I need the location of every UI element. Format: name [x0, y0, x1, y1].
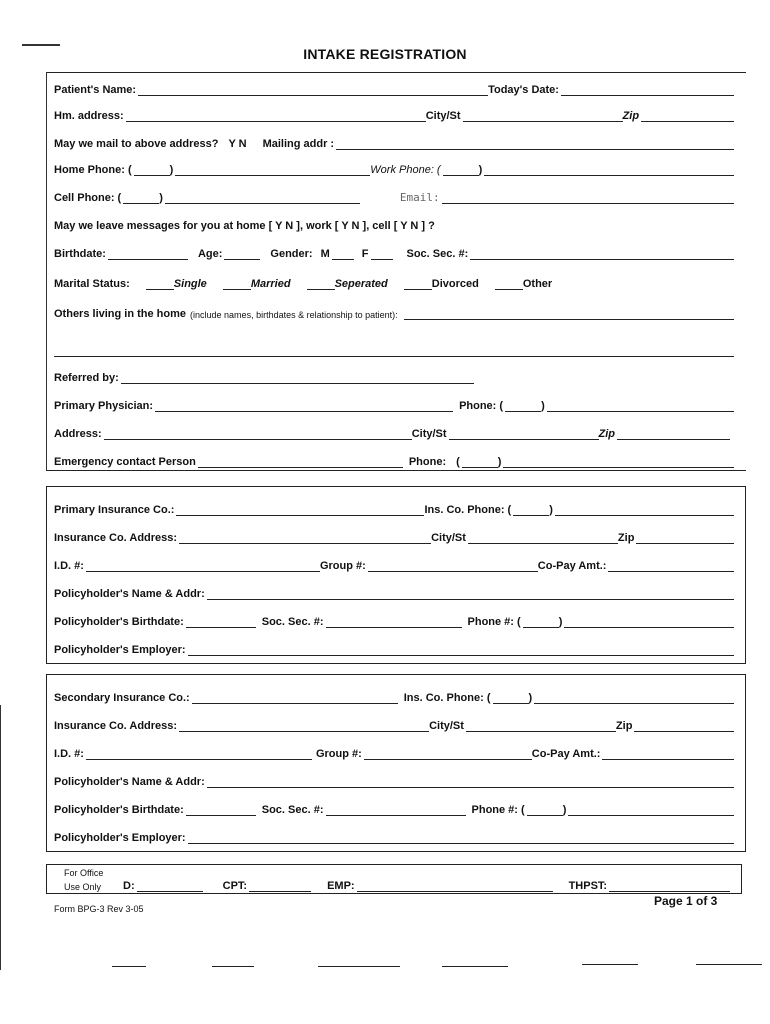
mail-row	[54, 134, 734, 150]
work-phone-field[interactable]	[484, 163, 734, 176]
secondary-copay-field[interactable]	[602, 747, 734, 760]
secondary-id-row	[54, 744, 734, 760]
marital-divorced-label: Divorced	[431, 278, 479, 290]
emergency-phone-paren: )	[497, 456, 502, 468]
scan-line-4	[442, 966, 508, 967]
personal-section-bottom	[46, 470, 746, 471]
soc-sec-label: Soc. Sec. #:	[406, 248, 469, 260]
physician-phone-label: Phone: (	[459, 400, 504, 412]
secondary-holder-phone-paren: )	[562, 804, 567, 816]
cell-phone-area[interactable]	[123, 191, 159, 204]
home-address-field[interactable]	[126, 109, 426, 122]
primary-company-row	[54, 500, 734, 516]
secondary-company-row	[54, 688, 734, 704]
marital-married-field[interactable]	[223, 277, 251, 290]
secondary-ins-phone-area[interactable]	[493, 691, 529, 704]
physician-phone-area[interactable]	[505, 399, 541, 412]
office-cpt-label: CPT:	[222, 880, 248, 892]
office-cpt-field[interactable]	[249, 879, 311, 892]
primary-address-field[interactable]	[179, 531, 431, 544]
emergency-phone-open: (	[456, 456, 460, 468]
marital-married-label: Married	[250, 278, 291, 290]
primary-physician-field[interactable]	[155, 399, 453, 412]
referred-row	[54, 368, 474, 384]
secondary-ins-phone-paren: )	[528, 692, 533, 704]
physician-address-row	[54, 424, 730, 440]
physician-row	[54, 396, 734, 412]
emergency-row	[54, 452, 734, 468]
secondary-holder-employer-field[interactable]	[188, 831, 734, 844]
form-id-label: Form BPG-3 Rev 3-05	[54, 904, 144, 914]
marital-other-field[interactable]	[495, 277, 523, 290]
primary-holder-phone-label: Phone #: (	[467, 616, 521, 628]
office-emp-label: EMP:	[327, 880, 355, 892]
secondary-group-label: Group #:	[315, 748, 362, 760]
physician-zip-field[interactable]	[617, 427, 730, 440]
mailing-addr-field[interactable]	[336, 137, 734, 150]
marital-seperated-field[interactable]	[307, 277, 335, 290]
patient-name-field[interactable]	[138, 83, 488, 96]
birthdate-label: Birthdate:	[54, 248, 106, 260]
email-label: Email:	[399, 191, 440, 204]
zip-field[interactable]	[641, 109, 734, 122]
physician-zip-label: Zip	[598, 428, 616, 440]
primary-holder-birthdate-label: Policyholder's Birthdate:	[54, 616, 184, 628]
primary-ins-phone-paren: )	[549, 504, 553, 516]
secondary-holder-name-label: Policyholder's Name & Addr:	[54, 776, 205, 788]
office-row	[64, 876, 730, 892]
primary-physician-label: Primary Physician:	[54, 400, 154, 412]
section-divider	[46, 72, 746, 73]
office-use-only-label: Use Only	[64, 882, 102, 892]
cell-phone-paren: )	[159, 192, 163, 204]
primary-holder-birthdate-field[interactable]	[186, 615, 256, 628]
primary-holder-birth-row	[54, 612, 734, 628]
patient-name-row	[54, 80, 734, 96]
primary-company-field[interactable]	[176, 503, 424, 516]
city-st-label: City/St	[425, 110, 461, 122]
secondary-holder-phone-label: Phone #: (	[471, 804, 525, 816]
primary-holder-employer-field[interactable]	[188, 643, 734, 656]
home-phone-field[interactable]	[175, 163, 370, 176]
todays-date-label: Today's Date:	[488, 84, 559, 96]
mailing-addr-label: Mailing addr :	[262, 138, 335, 150]
secondary-id-field[interactable]	[86, 747, 312, 760]
primary-holder-name-field[interactable]	[207, 587, 734, 600]
messages-row	[54, 216, 734, 232]
secondary-copay-label: Co-Pay Amt.:	[531, 748, 601, 760]
primary-city-st-field[interactable]	[468, 531, 618, 544]
others-living-note: (include names, birthdates & relationship to patient):	[190, 310, 398, 320]
cell-phone-field[interactable]	[165, 191, 360, 204]
scan-mark	[22, 44, 60, 46]
home-address-row	[54, 106, 734, 122]
city-st-field[interactable]	[463, 109, 623, 122]
gender-f-field[interactable]	[371, 247, 393, 260]
emergency-contact-label: Emergency contact Person	[54, 456, 196, 468]
physician-address-field[interactable]	[104, 427, 412, 440]
primary-holder-phone-field[interactable]	[564, 615, 734, 628]
referred-by-label: Referred by:	[54, 372, 119, 384]
secondary-group-field[interactable]	[364, 747, 532, 760]
referred-by-field[interactable]	[121, 371, 474, 384]
physician-phone-paren: )	[541, 400, 545, 412]
secondary-city-st-field[interactable]	[466, 719, 616, 732]
secondary-holder-phone-field[interactable]	[568, 803, 734, 816]
age-field[interactable]	[224, 247, 260, 260]
form-title: INTAKE REGISTRATION	[303, 46, 467, 62]
marital-row	[54, 274, 734, 290]
secondary-city-st-label: City/St	[429, 720, 464, 732]
secondary-ins-phone-field[interactable]	[534, 691, 734, 704]
secondary-holder-employer-row	[54, 828, 734, 844]
primary-holder-employer-label: Policyholder's Employer:	[54, 644, 186, 656]
marital-status-label: Marital Status:	[54, 278, 130, 290]
emergency-phone-field[interactable]	[503, 455, 734, 468]
personal-section-left-border	[46, 72, 47, 470]
primary-address-row	[54, 528, 734, 544]
primary-id-field[interactable]	[86, 559, 320, 572]
secondary-holder-ssn-field[interactable]	[326, 803, 466, 816]
secondary-address-label: Insurance Co. Address:	[54, 720, 178, 732]
home-phone-paren: )	[169, 164, 174, 176]
marital-seperated-label: Seperated	[334, 278, 388, 290]
secondary-zip-field[interactable]	[634, 719, 734, 732]
secondary-holder-birthdate-label: Policyholder's Birthdate:	[54, 804, 184, 816]
secondary-holder-ssn-label: Soc. Sec. #:	[261, 804, 324, 816]
secondary-holder-name-field[interactable]	[207, 775, 734, 788]
primary-copay-field[interactable]	[608, 559, 734, 572]
physician-city-st-label: City/St	[411, 428, 447, 440]
age-label: Age:	[197, 248, 223, 260]
gender-m-field[interactable]	[332, 247, 354, 260]
others-living-label: Others living in the home	[54, 308, 187, 320]
zip-label: Zip	[622, 110, 640, 122]
marital-single-field[interactable]	[146, 277, 174, 290]
home-phone-label: Home Phone: (	[54, 164, 132, 176]
gender-f-label: F	[361, 248, 369, 260]
birthdate-row	[54, 244, 734, 260]
others-living-extra-line[interactable]	[54, 356, 734, 357]
scan-edge-mark	[0, 705, 1, 970]
primary-ins-phone-label: Ins. Co. Phone: (	[424, 504, 512, 516]
gender-label: Gender:	[270, 248, 313, 260]
messages-question[interactable]: May we leave messages for you at home [ Y N ], work [ Y N ], cell [ Y N ] ?	[54, 220, 435, 232]
scan-line-1	[112, 966, 146, 967]
primary-address-label: Insurance Co. Address:	[54, 532, 178, 544]
primary-holder-name-row	[54, 584, 734, 600]
birthdate-field[interactable]	[108, 247, 188, 260]
primary-company-label: Primary Insurance Co.:	[54, 504, 175, 516]
secondary-address-field[interactable]	[179, 719, 429, 732]
secondary-address-row	[54, 716, 734, 732]
primary-id-label: I.D. #:	[54, 560, 84, 572]
secondary-company-field[interactable]	[192, 691, 398, 704]
secondary-holder-birth-row	[54, 800, 734, 816]
physician-city-st-field[interactable]	[449, 427, 599, 440]
physician-address-label: Address:	[54, 428, 102, 440]
primary-holder-ssn-label: Soc. Sec. #:	[261, 616, 324, 628]
primary-ins-phone-area[interactable]	[513, 503, 549, 516]
secondary-id-label: I.D. #:	[54, 748, 84, 760]
physician-phone-field[interactable]	[547, 399, 734, 412]
emergency-phone-label: Phone:	[408, 456, 447, 468]
emergency-phone-area[interactable]	[462, 455, 498, 468]
work-phone-paren: )	[478, 164, 483, 176]
secondary-zip-label: Zip	[615, 720, 633, 732]
marital-single-label: Single	[173, 278, 207, 290]
email-field[interactable]	[442, 191, 734, 204]
office-thpst-label: THPST:	[568, 880, 608, 892]
page-number: Page 1 of 3	[654, 894, 718, 908]
primary-holder-employer-row	[54, 640, 734, 656]
primary-ins-phone-field[interactable]	[555, 503, 734, 516]
office-emp-field[interactable]	[357, 879, 553, 892]
primary-holder-phone-paren: )	[558, 616, 563, 628]
office-d-field[interactable]	[137, 879, 203, 892]
secondary-holder-birthdate-field[interactable]	[186, 803, 256, 816]
primary-copay-label: Co-Pay Amt.:	[537, 560, 607, 572]
secondary-holder-employer-label: Policyholder's Employer:	[54, 832, 186, 844]
primary-city-st-label: City/St	[431, 532, 466, 544]
gender-m-label: M	[320, 248, 330, 260]
secondary-holder-phone-area[interactable]	[527, 803, 563, 816]
patient-name-label: Patient's Name:	[54, 84, 137, 96]
scan-line-3	[318, 966, 400, 967]
primary-zip-field[interactable]	[636, 531, 734, 544]
cell-phone-label: Cell Phone: (	[54, 192, 122, 204]
phone-row	[54, 160, 734, 176]
home-address-label: Hm. address:	[54, 110, 124, 122]
marital-other-label: Other	[522, 278, 553, 290]
home-phone-area[interactable]	[134, 163, 170, 176]
cell-email-row	[54, 188, 734, 204]
primary-holder-ssn-field[interactable]	[326, 615, 462, 628]
work-phone-area[interactable]	[443, 163, 479, 176]
marital-divorced-field[interactable]	[404, 277, 432, 290]
soc-sec-field[interactable]	[470, 247, 734, 260]
primary-zip-label: Zip	[617, 532, 635, 544]
primary-id-row	[54, 556, 734, 572]
todays-date-field[interactable]	[561, 83, 734, 96]
mail-yn-option[interactable]: Y N	[228, 138, 247, 150]
scan-line-6	[696, 964, 762, 965]
scan-line-5	[582, 964, 638, 965]
mail-question-label: May we mail to above address?	[54, 138, 219, 150]
primary-holder-phone-area[interactable]	[523, 615, 559, 628]
emergency-contact-field[interactable]	[198, 455, 403, 468]
primary-group-label: Group #:	[319, 560, 366, 572]
secondary-ins-phone-label: Ins. Co. Phone: (	[403, 692, 491, 704]
office-thpst-field[interactable]	[609, 879, 730, 892]
secondary-holder-name-row	[54, 772, 734, 788]
scan-line-2	[212, 966, 254, 967]
secondary-company-label: Secondary Insurance Co.:	[54, 692, 190, 704]
primary-group-field[interactable]	[368, 559, 538, 572]
office-for-label: For Office	[64, 868, 104, 878]
office-d-label: D:	[123, 880, 135, 892]
others-living-row	[54, 304, 734, 320]
work-phone-label: Work Phone: (	[370, 164, 441, 176]
others-living-field[interactable]	[404, 307, 734, 320]
primary-holder-name-label: Policyholder's Name & Addr:	[54, 588, 205, 600]
